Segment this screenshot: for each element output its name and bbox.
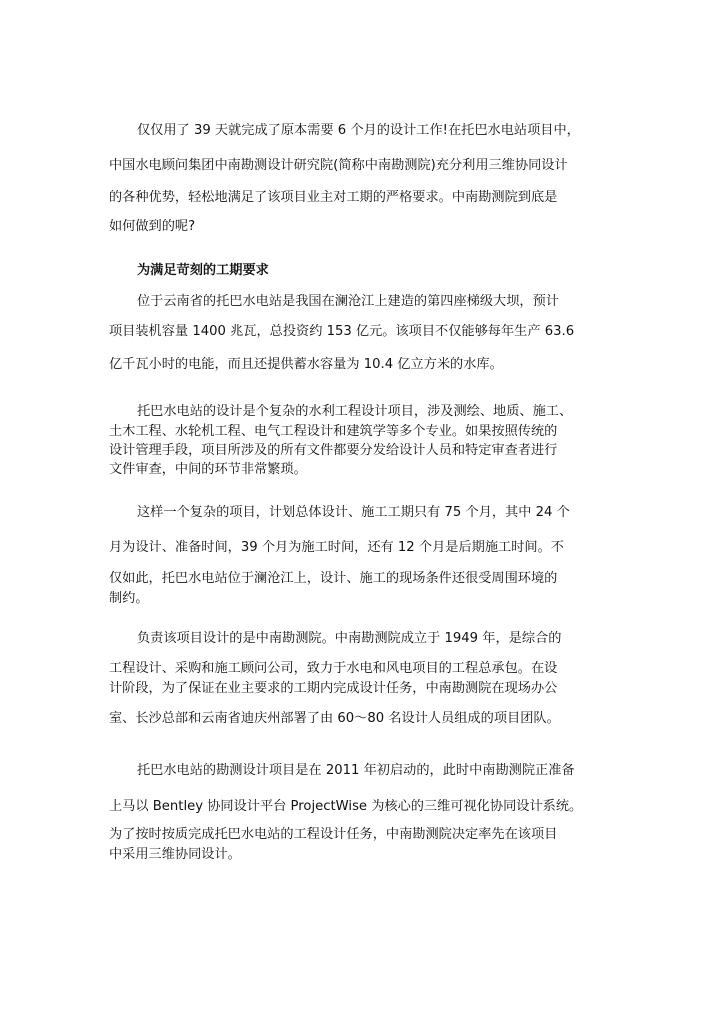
paragraph-1-line-4: 如何做到的呢? [109, 219, 196, 234]
paragraph-1-line-2: 中国水电顾问集团中南勘测设计研究院(简称中南勘测院)充分利用三维协同设计 [109, 158, 568, 173]
paragraph-1-line-3: 的各种优势，轻松地满足了该项目业主对工期的严格要求。中南勘测院到底是 [109, 190, 558, 205]
section-heading: 为满足苛刻的工期要求 [137, 263, 269, 278]
paragraph-3-line-2: 土木工程、水轮机工程、电气工程设计和建筑学等多个专业。如果按照传统的 [109, 424, 558, 439]
paragraph-1-line-1: 仅仅用了 39 天就完成了原本需要 6 个月的设计工作!在托巴水电站项目中， [137, 123, 580, 138]
paragraph-5-line-2: 工程设计、采购和施工顾问公司，致力于水电和风电项目的工程总承包。在设 [109, 661, 558, 676]
paragraph-6-line-4: 中采用三维协同设计。 [109, 847, 241, 862]
paragraph-2-line-2: 项目装机容量 1400 兆瓦，总投资约 153 亿元。该项目不仅能够每年生产 63.6 [109, 324, 575, 339]
paragraph-4-line-3: 仅如此，托巴水电站位于澜沧江上，设计、施工的现场条件还很受周围环境的 [109, 571, 558, 586]
paragraph-2-line-1: 位于云南省的托巴水电站是我国在澜沧江上建造的第四座梯级大坝，预计 [137, 294, 559, 309]
paragraph-6-line-2: 上马以 Bentley 协同设计平台 ProjectWise 为核心的三维可视化协同设计系统。 [109, 799, 583, 814]
paragraph-2-line-3: 亿千瓦小时的电能，而且还提供蓄水容量为 10.4 亿立方米的水库。 [109, 357, 503, 372]
paragraph-3-line-3: 设计管理手段，项目所涉及的所有文件都要分发给设计人员和特定审查者进行 [109, 443, 558, 458]
paragraph-3-line-1: 托巴水电站的设计是个复杂的水利工程设计项目，涉及测绘、地质、施工、 [137, 404, 573, 419]
paragraph-4-line-1: 这样一个复杂的项目，计划总体设计、施工工期只有 75 个月，其中 24 个 [137, 505, 570, 520]
paragraph-6-line-3: 为了按时按质完成托巴水电站的工程设计任务，中南勘测院决定率先在该项目 [109, 827, 558, 842]
paragraph-5-line-3: 计阶段，为了保证在业主要求的工期内完成设计任务，中南勘测院在现场办公 [109, 681, 558, 696]
paragraph-5-line-1: 负责该项目设计的是中南勘测院。中南勘测院成立于 1949 年，是综合的 [137, 631, 562, 646]
paragraph-4-line-4: 制约。 [109, 591, 149, 606]
paragraph-5-line-4: 室、长沙总部和云南省迪庆州部署了由 60～80 名设计人员组成的项目团队。 [109, 711, 560, 726]
paragraph-4-line-2: 月为设计、准备时间，39 个月为施工时间，还有 12 个月是后期施工时间。不 [109, 540, 564, 555]
paragraph-3-line-4: 文件审查，中间的环节非常繁琐。 [109, 462, 307, 477]
paragraph-6-line-1: 托巴水电站的勘测设计项目是在 2011 年初启动的，此时中南勘测院正准备 [137, 763, 575, 778]
